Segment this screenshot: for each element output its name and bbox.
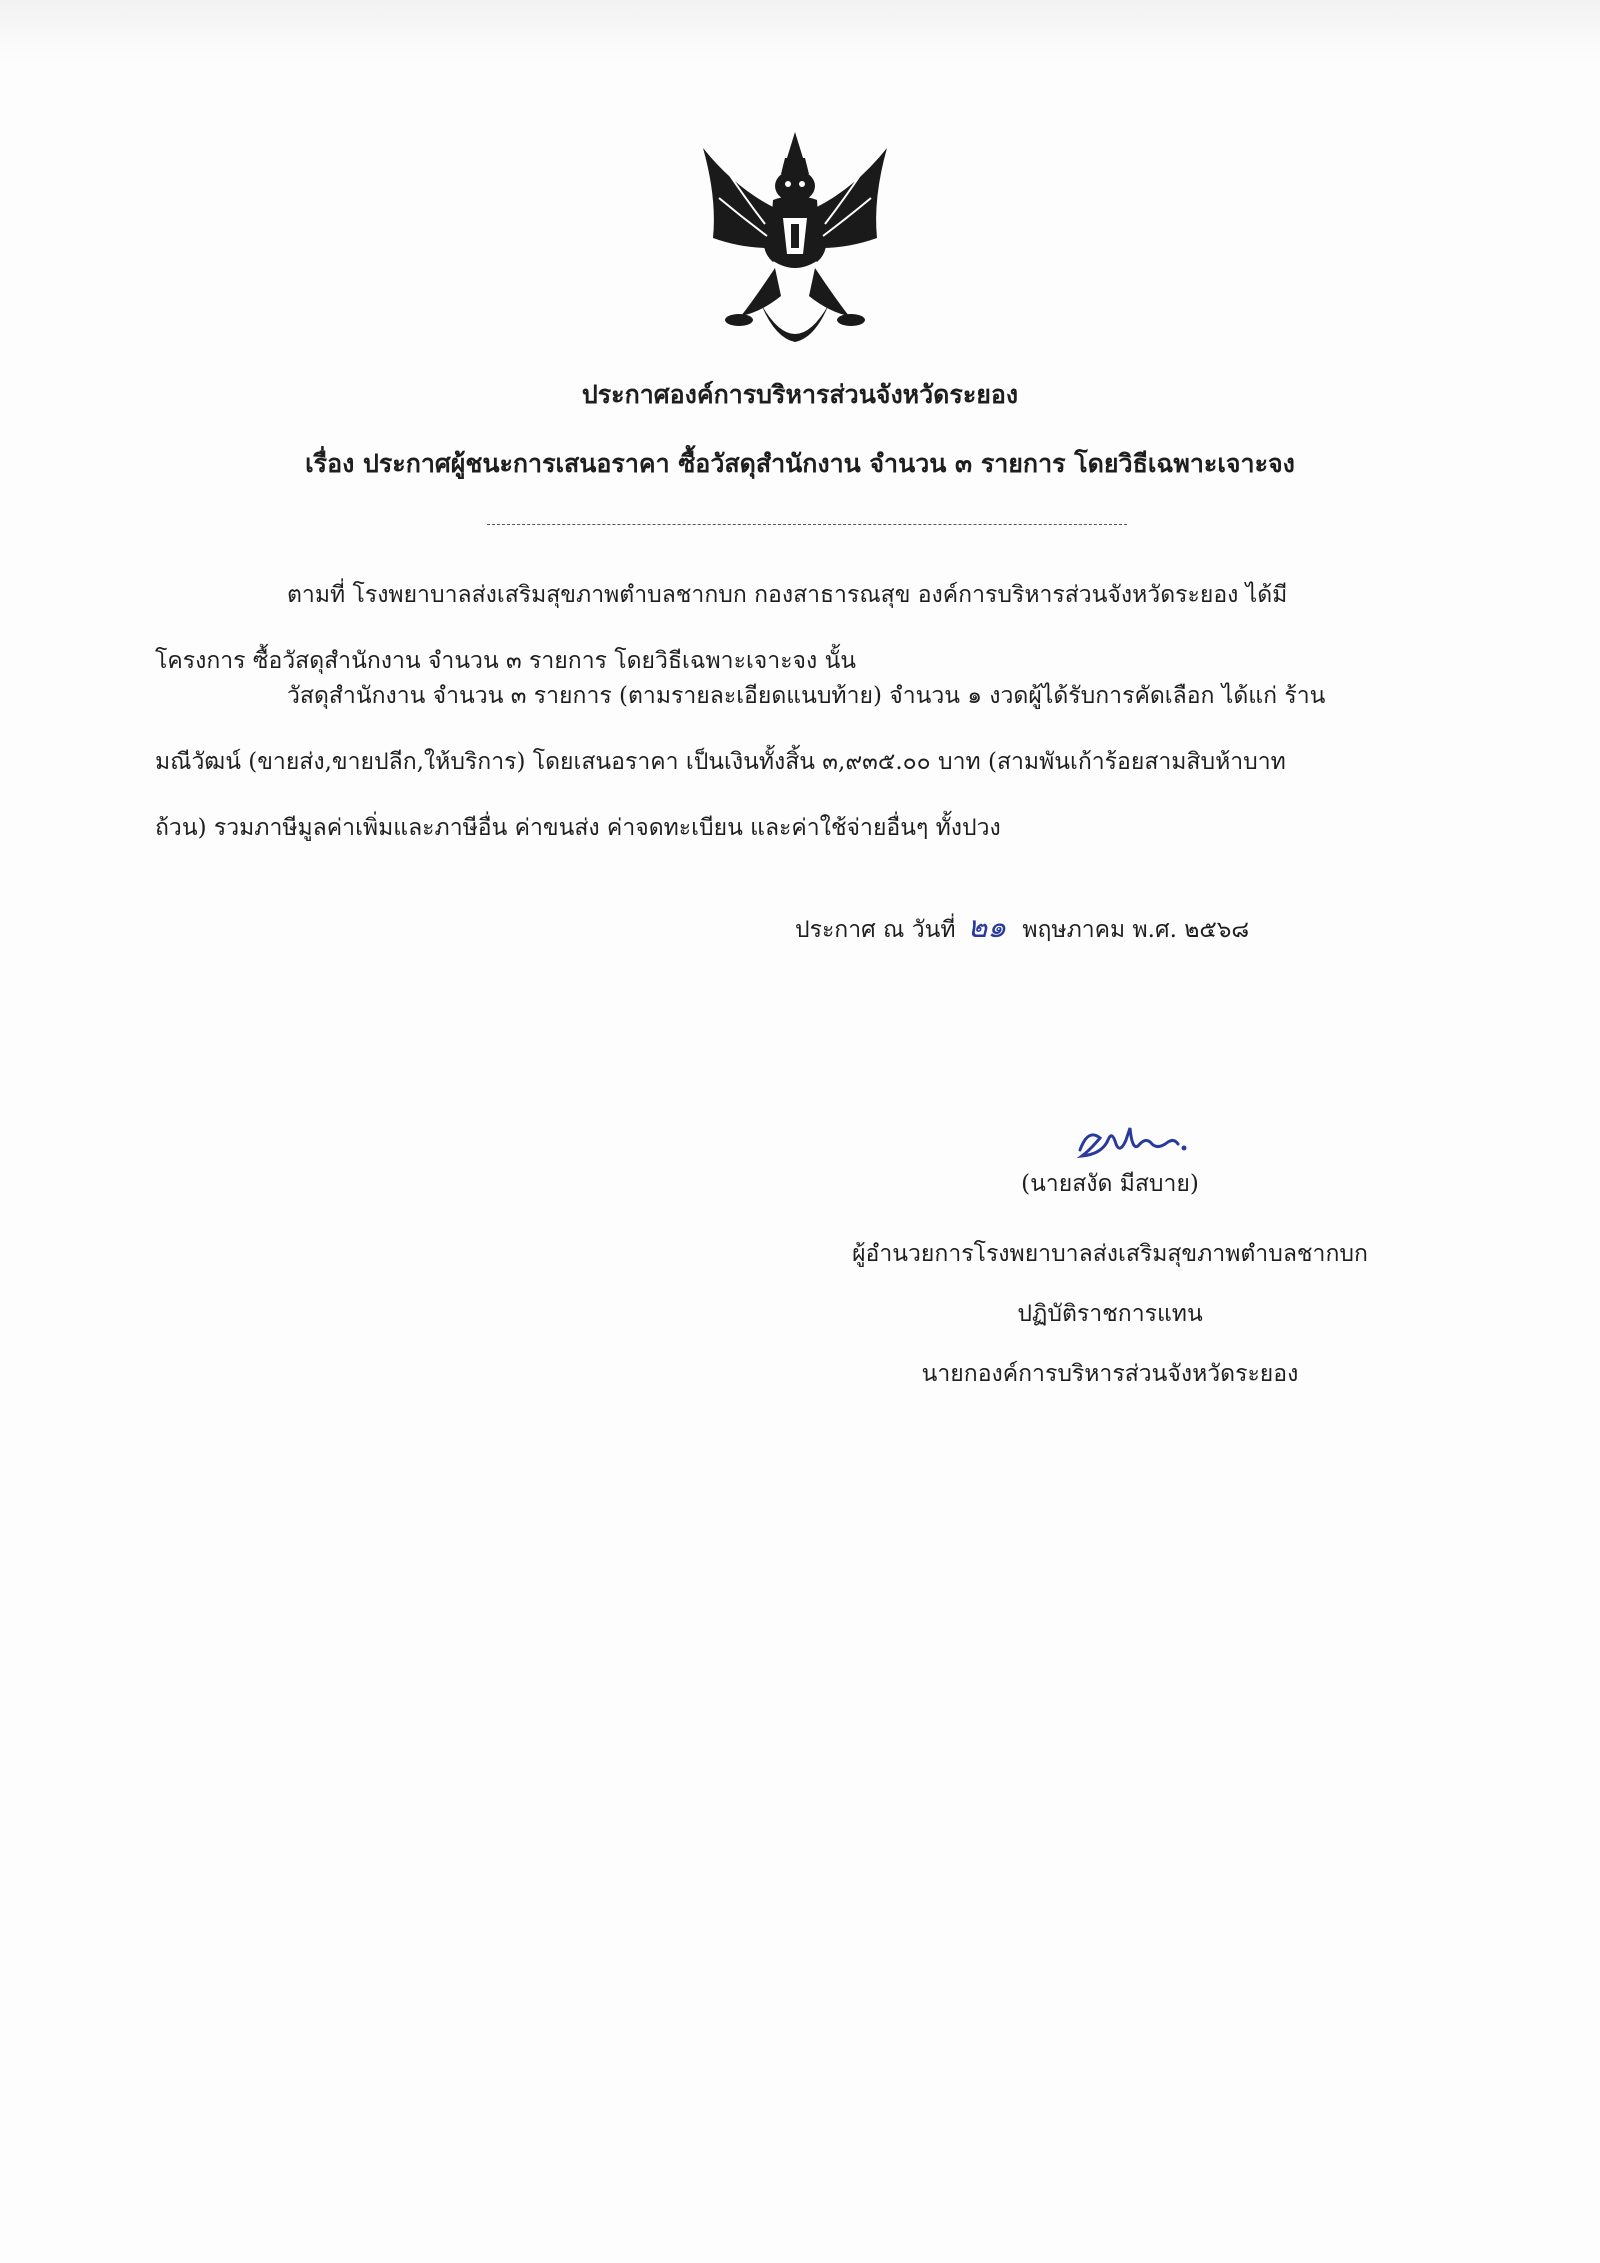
paragraph-2-line-2: มณีวัฒน์ (ขายส่ง,ขายปลีก,ให้บริการ) โดยเสนอราคา เป็นเงินทั้งสิ้น ๓,๙๓๕.๐๐ บาท (สามพันเก้าร้อยสามสิบห้าบาท — [155, 749, 1286, 775]
paragraph-2-text-1: วัสดุสำนักงาน จำนวน ๓ รายการ (ตามรายละเอียดแนบท้าย) จำนวน ๑ งวดผู้ได้รับการคัดเลือก ได้แก่ ร้าน — [287, 683, 1326, 709]
date-day: ๒๑ — [967, 910, 1007, 945]
document-title: ประกาศองค์การบริหารส่วนจังหวัดระยอง — [581, 380, 1019, 409]
signatory-acting: ปฏิบัติราชการแทน — [1017, 1301, 1203, 1327]
announcement-date — [795, 908, 1249, 950]
paragraph-2 — [155, 663, 1455, 861]
garuda-emblem-icon — [695, 128, 895, 368]
paragraph-1-text-1: ตามที่ โรงพยาบาลส่งเสริมสุขภาพตำบลชากบก กองสาธารณสุข องค์การบริหารส่วนจังหวัดระยอง ได้มี — [287, 582, 1288, 608]
scan-shadow — [0, 0, 1600, 60]
paragraph-2-line-1 — [155, 663, 1455, 729]
paragraph-1-line-2: โครงการ ซื้อวัสดุสำนักงาน จำนวน ๓ รายการ โดยวิธีเฉพาะเจาะจง นั้น — [155, 648, 857, 674]
document-subject: เรื่อง ประกาศผู้ชนะการเสนอราคา ซื้อวัสดุสำนักงาน จำนวน ๓ รายการ โดยวิธีเฉพาะเจาะจง — [305, 449, 1295, 478]
signatory-name: (นายสงัด มีสบาย) — [1021, 1171, 1199, 1197]
paragraph-1-line-1 — [155, 562, 1455, 628]
signatory-on-behalf: นายกองค์การบริหารส่วนจังหวัดระยอง — [921, 1361, 1299, 1387]
date-month-year: พฤษภาคม พ.ศ. ๒๕๖๘ — [1022, 917, 1250, 943]
paragraph-2-line-3: ถ้วน) รวมภาษีมูลค่าเพิ่มและภาษีอื่น ค่าขนส่ง ค่าจดทะเบียน และค่าใช้จ่ายอื่นๆ ทั้งปวง — [155, 815, 1001, 841]
date-prefix: ประกาศ ณ วันที่ — [795, 917, 956, 943]
handwritten-signature — [1068, 1110, 1208, 1170]
title-divider — [487, 524, 1127, 525]
signatory-position: ผู้อำนวยการโรงพยาบาลส่งเสริมสุขภาพตำบลชากบก — [852, 1241, 1368, 1267]
